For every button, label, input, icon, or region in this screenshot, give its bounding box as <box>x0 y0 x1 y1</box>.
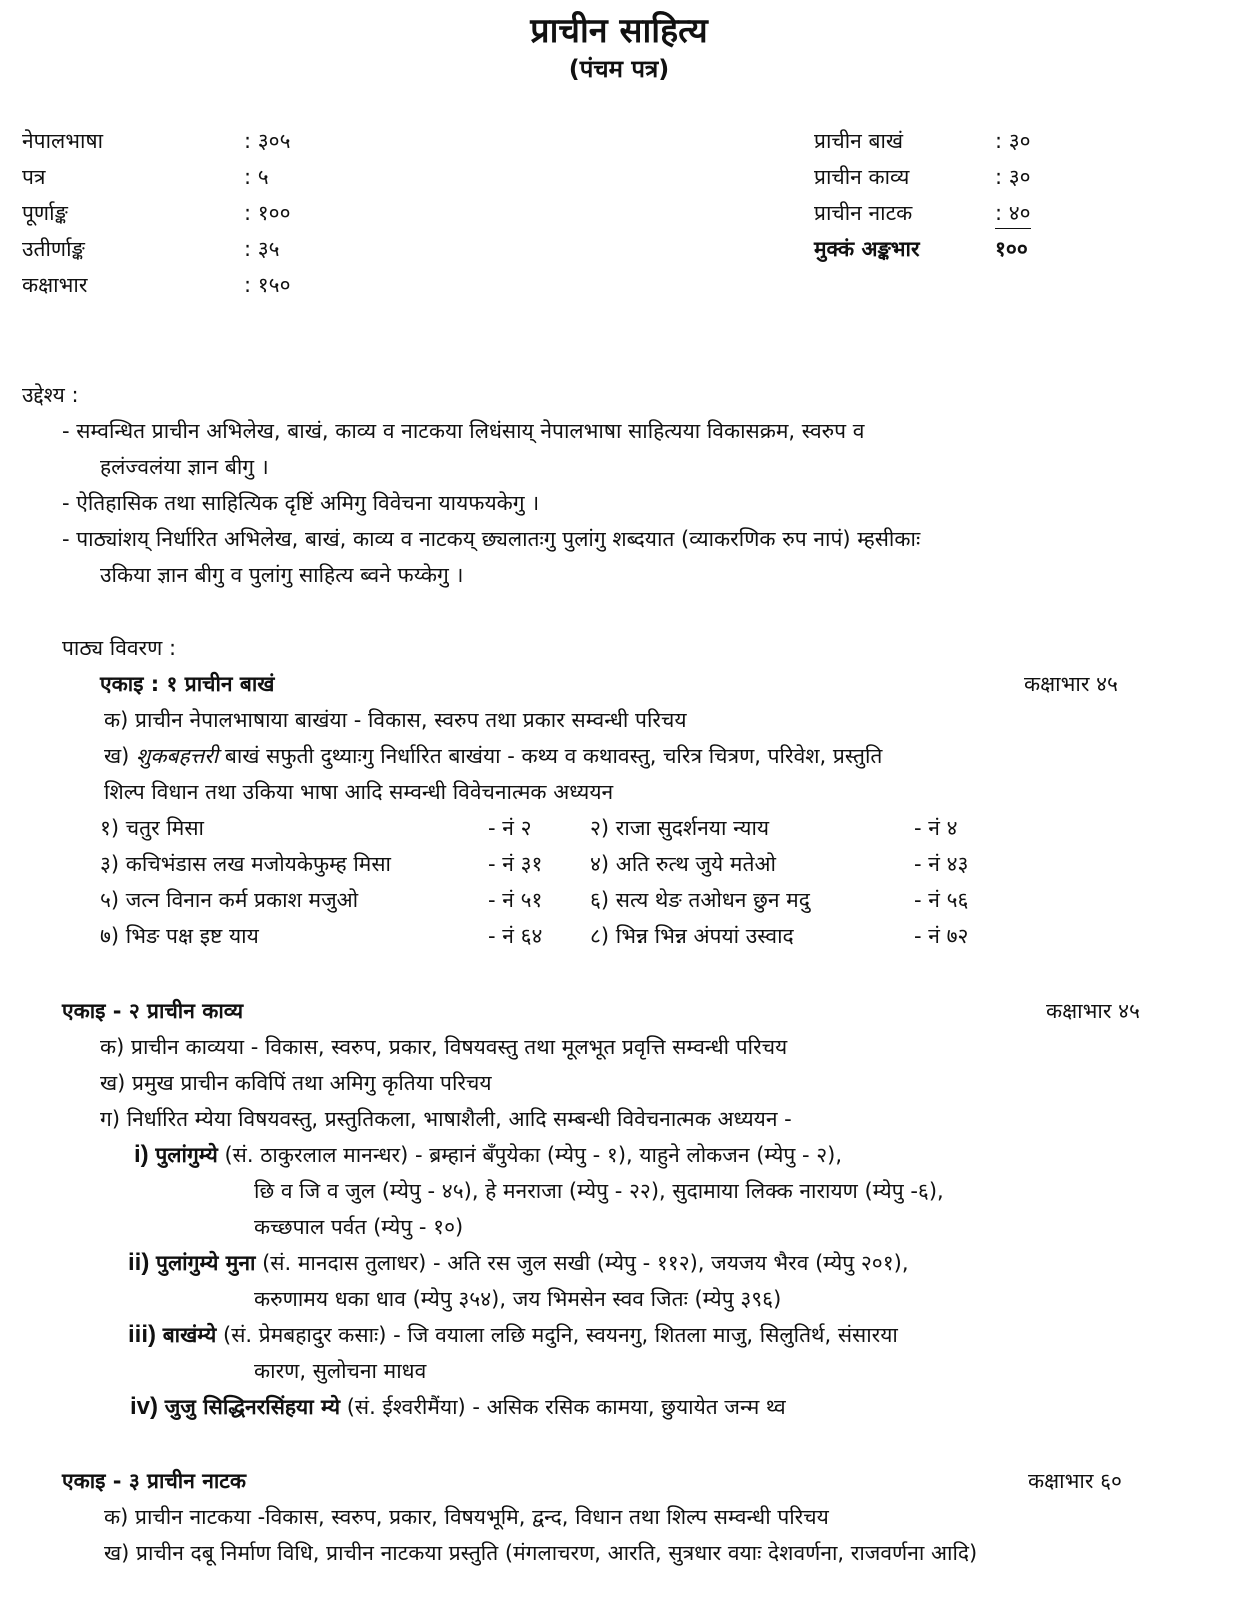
sub-item-cont: करुणामय धका धाव (म्येपु ३५४), जय भिमसेन स्वव जितः (म्येपु ३९६) <box>254 1287 782 1311</box>
info-label: उतीर्णाङ्क <box>22 237 85 261</box>
sub-item <box>130 1393 786 1421</box>
story-title: २) राजा सुदर्शनया न्याय <box>590 816 770 840</box>
story-number: - नं ३१ <box>488 852 543 876</box>
objective-item-cont: हलंज्वलंया ज्ञान बीगु । <box>100 455 269 479</box>
info-label: पूर्णाङ्क <box>22 201 68 225</box>
story-number: - नं ४३ <box>914 852 969 876</box>
sub-item-number: ii) <box>128 1249 150 1276</box>
sub-item-cont: कारण, सुलोचना माधव <box>254 1359 427 1383</box>
unit-item: क) प्राचीन काव्यया - विकास, स्वरुप, प्रकार, विषयवस्तु तथा मूलभूत प्रवृत्ति सम्वन्धी परिचय <box>100 1035 788 1059</box>
sub-item-text: (सं. मानदास तुलाधर) - अति रस जुल सखी (म्येपु - ११२), जयजय भैरव (म्येपु २०१), <box>262 1251 909 1275</box>
story-number: - नं ४ <box>914 816 958 840</box>
sub-item-number: iii) <box>128 1321 156 1348</box>
info-label: कक्षाभार <box>22 273 88 297</box>
story-title: ६) सत्य थेङ तओधन छुन मदु <box>590 888 810 912</box>
objective-item: - ऐतिहासिक तथा साहित्यिक दृष्टिं अमिगु विवेचना यायफयकेगु । <box>62 491 540 515</box>
marks-value: : ३० <box>995 165 1031 189</box>
page-title: प्राचीन साहित्य <box>530 11 708 51</box>
story-number: - नं ७२ <box>914 924 969 948</box>
book-title: शुकबहत्तरी <box>136 744 219 768</box>
info-label: नेपालभाषा <box>22 129 104 153</box>
story-title: ३) कचिभंडास लख मजोयकेफुम्ह मिसा <box>100 852 391 876</box>
sub-item-title: बाखंम्ये <box>162 1323 217 1347</box>
sub-item-cont: छि व जि व जुल (म्येपु - ४५), हे मनराजा (म्येपु - २२), सुदामाया लिक्क नारायण (म्येपु -६), <box>254 1179 944 1203</box>
objective-item-cont: उकिया ज्ञान बीगु व पुलांगु साहित्य ब्वने फय्केगु । <box>100 563 464 587</box>
unit-title: एकाइ : १ प्राचीन बाखं <box>100 672 275 696</box>
info-label: पत्र <box>22 165 46 189</box>
story-title: ८) भिन्न भिन्न अंपयां उस्वाद <box>590 924 794 948</box>
marks-value: : ४० <box>995 199 1031 229</box>
objective-item: - सम्वन्धित प्राचीन अभिलेख, बाखं, काव्य व नाटकया लिधंसाय् नेपालभाषा साहित्यया विकासक्रम, स्वरुप व <box>62 419 865 443</box>
objectives-heading: उद्देश्य : <box>22 383 79 407</box>
sub-item <box>128 1321 898 1349</box>
page-subtitle: (पंचम पत्र) <box>568 55 670 83</box>
sub-item <box>128 1249 909 1277</box>
story-number: - नं ५६ <box>914 888 969 912</box>
unit-hours: कक्षाभार ४५ <box>1024 672 1118 696</box>
sub-item-title: पुलांगुम्ये <box>155 1143 218 1167</box>
info-value: : ३०५ <box>244 129 291 153</box>
sub-item-title: जुजु सिद्धिनरसिंहया म्ये <box>164 1395 340 1419</box>
unit-item: ख) प्रमुख प्राचीन कविपिं तथा अमिगु कृतिया परिचय <box>100 1071 492 1095</box>
info-value: : १५० <box>244 273 291 297</box>
info-value: : ५ <box>244 165 269 189</box>
story-title: ७) भिङ पक्ष इष्ट याय <box>100 924 259 948</box>
unit-title: एकाइ - ३ प्राचीन नाटक <box>62 1469 246 1493</box>
syllabus-heading: पाठ्य विवरण : <box>62 636 177 660</box>
unit-item: क) प्राचीन नेपालभाषाया बाखंया - विकास, स्वरुप तथा प्रकार सम्वन्धी परिचय <box>104 708 687 732</box>
sub-item-number: i) <box>134 1141 149 1168</box>
unit-item <box>104 742 882 770</box>
info-value: : ३५ <box>244 237 280 261</box>
sub-item-text: (सं. ठाकुरलाल मानन्धर) - ब्रम्हानं बँपुयेका (म्येपु - १), याहुने लोकजन (म्येपु - २), <box>224 1143 843 1167</box>
marks-label: प्राचीन काव्य <box>814 165 910 189</box>
unit-title: एकाइ - २ प्राचीन काव्य <box>62 999 244 1023</box>
unit-item-cont: शिल्प विधान तथा उकिया भाषा आदि सम्वन्धी विवेचनात्मक अध्ययन <box>104 780 614 804</box>
item-prefix: ख) <box>104 744 130 768</box>
total-marks-label: मुक्कं अङ्कभार <box>814 237 920 261</box>
sub-item-title: पुलांगुम्ये मुना <box>156 1251 256 1275</box>
unit-item: क) प्राचीन नाटकया -विकास, स्वरुप, प्रकार, विषयभूमि, द्वन्द, विधान तथा शिल्प सम्वन्धी परिचय <box>104 1505 829 1529</box>
marks-label: प्राचीन बाखं <box>814 129 904 153</box>
marks-label: प्राचीन नाटक <box>814 201 913 225</box>
unit-hours: कक्षाभार ६० <box>1028 1469 1122 1493</box>
unit-item: ग) निर्धारित म्येया विषयवस्तु, प्रस्तुतिकला, भाषाशैली, आदि सम्बन्धी विवेचनात्मक अध्ययन - <box>100 1107 792 1131</box>
unit-hours: कक्षाभार ४५ <box>1046 999 1140 1023</box>
marks-value: : ३० <box>995 129 1031 153</box>
story-number: - नं २ <box>488 816 532 840</box>
sub-item <box>134 1141 842 1169</box>
story-number: - नं ५१ <box>488 888 543 912</box>
story-title: ४) अति रुत्थ जुये मतेओ <box>590 852 776 876</box>
story-title: १) चतुर मिसा <box>100 816 204 840</box>
info-value: : १०० <box>244 201 291 225</box>
unit-item: ख) प्राचीन दबू निर्माण विधि, प्राचीन नाटकया प्रस्तुति (मंगलाचरण, आरति, सुत्रधार वयाः देशवर्णना, राजवर्णना आदि) <box>104 1541 978 1565</box>
item-text: बाखं सफुती दुथ्याःगु निर्धारित बाखंया - कथ्य व कथावस्तु, चरित्र चित्रण, परिवेश, प्रस्तुति <box>224 744 883 768</box>
story-number: - नं ६४ <box>488 924 543 948</box>
objective-item: - पाठ्यांशय् निर्धारित अभिलेख, बाखं, काव्य व नाटकय् छ्यलातःगु पुलांगु शब्दयात (व्याकरणिक रुप नापं) म्हसीकाः <box>62 527 921 551</box>
total-marks-value: १०० <box>995 237 1028 261</box>
sub-item-cont: कच्छपाल पर्वत (म्येपु - १०) <box>254 1215 464 1239</box>
sub-item-number: iv) <box>130 1393 159 1420</box>
sub-item-text: (सं. प्रेमबहादुर कसाः) - जि वयाला लछि मदुनि, स्वयनगु, शितला माजु, सिलुतिर्थ, संसारया <box>223 1323 898 1347</box>
story-title: ५) जत्न विनान कर्म प्रकाश मजुओ <box>100 888 359 912</box>
sub-item-text: (सं. ईश्वरीमैंया) - असिक रसिक कामया, छुयायेत जन्म थ्व <box>346 1395 786 1419</box>
